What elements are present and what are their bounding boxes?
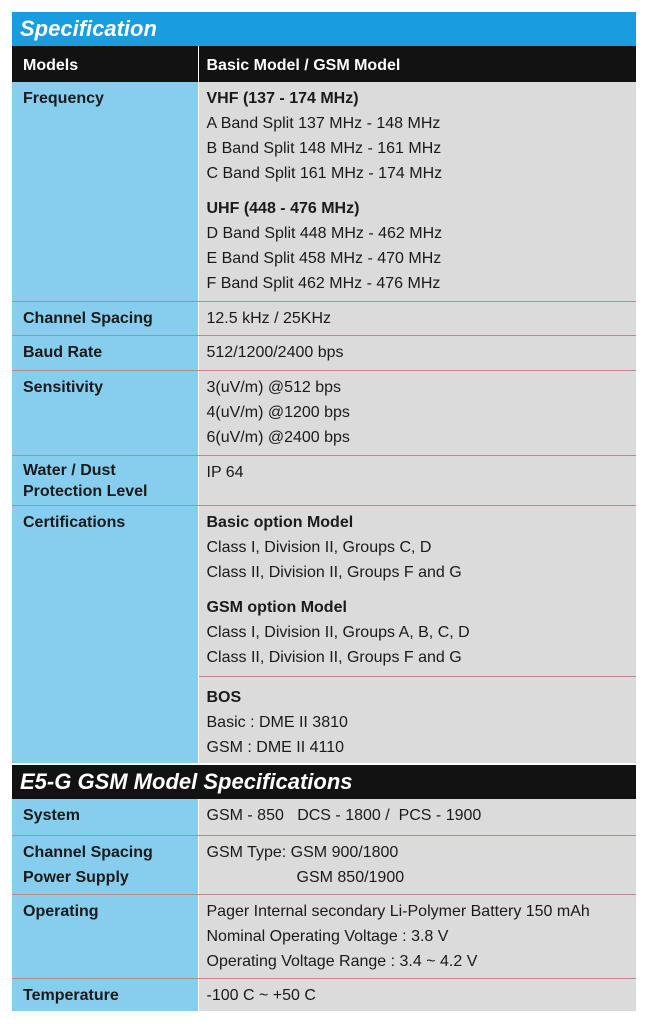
bos-gsm: GSM : DME II 4110 (206, 738, 345, 756)
table-row-system (12, 799, 636, 835)
channel-power-value (198, 835, 636, 894)
channel-spacing-value: 12.5 kHz / 25KHz (198, 301, 636, 335)
bos-basic: Basic : DME II 3810 (206, 713, 348, 731)
certifications-label: Certifications (12, 505, 198, 763)
table-row-channel-power (12, 835, 636, 894)
gsm-specs-table (12, 799, 636, 1011)
table-row-water-dust (12, 455, 636, 505)
vhf-band-c: C Band Split 161 MHz - 174 MHz (206, 165, 443, 182)
channel-power-label (12, 835, 198, 894)
operating-nominal-voltage: Nominal Operating Voltage : 3.8 V (206, 927, 449, 945)
operating-voltage-range: Operating Voltage Range : 3.4 ~ 4.2 V (206, 952, 478, 970)
uhf-band-d: D Band Split 448 MHz - 462 MHz (206, 225, 443, 242)
header-model-types: Basic Model / GSM Model (198, 46, 636, 82)
uhf-band-e: E Band Split 458 MHz - 470 MHz (206, 250, 442, 267)
gsm-specs-title: E5-G GSM Model Specifications (12, 765, 636, 799)
table-row-sensitivity (12, 370, 636, 455)
basic-option-heading: Basic option Model (206, 513, 354, 531)
uhf-heading: UHF (448 - 476 MHz) (206, 200, 360, 217)
power-supply-label: Power Supply (23, 868, 129, 886)
water-dust-label (12, 455, 198, 505)
uhf-band-f: F Band Split 462 MHz - 476 MHz (206, 275, 441, 292)
water-dust-label-line2: Protection Level (23, 482, 148, 500)
bos-heading: BOS (206, 688, 242, 706)
table-row-temperature (12, 978, 636, 1011)
certifications-value (198, 505, 636, 763)
table-row-baud-rate (12, 335, 636, 370)
water-dust-label-line1: Water / Dust (23, 461, 116, 479)
gsm-type-line2: GSM 850/1900 (296, 868, 405, 886)
sensitivity-1200: 4(uV/m) @1200 bps (206, 403, 350, 421)
vhf-band-a: A Band Split 137 MHz - 148 MHz (206, 115, 441, 132)
bos-block (199, 676, 637, 760)
table-row-channel-spacing (12, 301, 636, 335)
gsm-type-line1: GSM Type: GSM 900/1800 (206, 843, 399, 861)
basic-option-class2: Class II, Division II, Groups F and G (206, 563, 462, 581)
basic-option-class1: Class I, Division II, Groups C, D (206, 538, 432, 556)
sensitivity-512: 3(uV/m) @512 bps (206, 378, 342, 396)
table-row-certifications (12, 505, 636, 763)
channel-spacing-label: Channel Spacing (12, 301, 198, 335)
frequency-value (198, 82, 636, 301)
operating-battery: Pager Internal secondary Li-Polymer Battery 150 mAh (206, 902, 590, 920)
system-value-text: GSM - 850 DCS - 1800 / PCS - 1900 (206, 807, 482, 824)
sensitivity-2400: 6(uV/m) @2400 bps (206, 428, 350, 446)
specification-table (12, 46, 636, 763)
operating-value (198, 894, 636, 978)
temperature-value: -100 C ~ +50 C (198, 978, 636, 1011)
header-models: Models (12, 46, 198, 82)
vhf-heading: VHF (137 - 174 MHz) (206, 90, 359, 107)
system-label: System (12, 799, 198, 835)
water-dust-value: IP 64 (198, 455, 636, 505)
gsm-option-heading: GSM option Model (206, 598, 347, 616)
vhf-band-b: B Band Split 148 MHz - 161 MHz (206, 140, 442, 157)
system-value (198, 799, 636, 835)
specification-title: Specification (12, 12, 636, 46)
sensitivity-value (198, 370, 636, 455)
table-header-row (12, 46, 636, 82)
channel-spacing-label-2: Channel Spacing (23, 843, 153, 861)
frequency-label: Frequency (12, 82, 198, 301)
baud-rate-value: 512/1200/2400 bps (198, 335, 636, 370)
table-row-frequency (12, 82, 636, 301)
operating-label: Operating (12, 894, 198, 978)
baud-rate-label: Baud Rate (12, 335, 198, 370)
temperature-label: Temperature (12, 978, 198, 1011)
table-row-operating (12, 894, 636, 978)
gsm-option-class1: Class I, Division II, Groups A, B, C, D (206, 623, 470, 641)
gsm-option-class2: Class II, Division II, Groups F and G (206, 648, 462, 666)
sensitivity-label: Sensitivity (12, 370, 198, 455)
